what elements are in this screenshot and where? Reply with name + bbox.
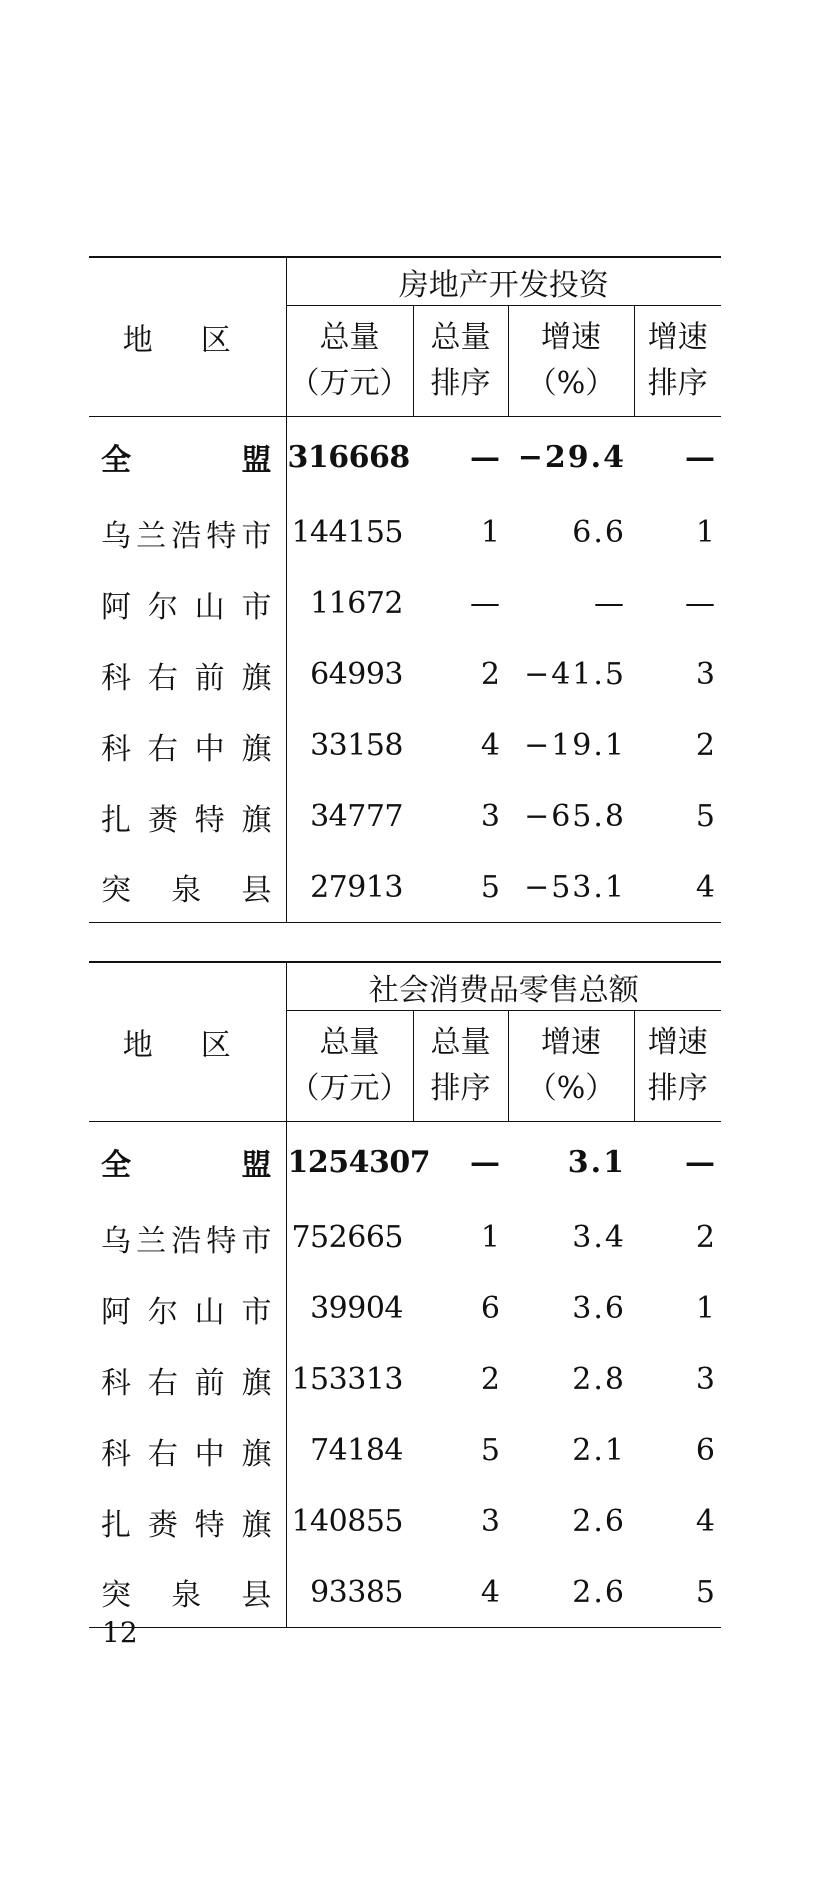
total-rank-cell: 5 [413,852,508,923]
total-cell: 316668 [286,417,413,498]
total-cell: 39904 [286,1273,413,1344]
total-cell: 33158 [286,710,413,781]
region-cell: 科右中旗 [101,731,272,767]
growth-rank-cell: 5 [695,799,715,834]
table-row [89,781,721,852]
total-rank-cell: 5 [480,1433,500,1468]
total-rank-column-header: 总量 排序 [413,306,508,417]
total-rank-cell: 3 [480,799,500,834]
table-row [89,710,721,781]
region-cell: 全盟 [101,1148,272,1183]
region-cell: 阿尔山市 [101,1294,272,1330]
growth-column-header: 增速 （%） [508,306,634,417]
retail-sales-table [89,961,721,1628]
table-title: 社会消费品零售总额 [286,962,721,1011]
region-cell: 科右中旗 [101,1436,272,1472]
region-column-header: 地区 [89,257,286,417]
growth-cell: −41.5 [524,657,626,692]
growth-cell: 3.1 [567,1144,626,1180]
region-cell: 科右前旗 [101,660,272,696]
growth-cell: 2.6 [572,1504,626,1539]
total-rank-cell: — [470,1144,500,1180]
growth-rank-cell: 1 [695,515,715,550]
table-row [89,852,721,923]
growth-cell: 2.1 [572,1433,626,1468]
total-rank-cell: 4 [413,1557,508,1628]
table-row [89,497,721,568]
table-row [89,1273,721,1344]
table-row [89,1202,721,1273]
total-rank-cell: 2 [480,1362,500,1397]
total-cell: 11672 [286,568,413,639]
region-column-header: 地区 [89,962,286,1122]
total-cell: 74184 [286,1415,413,1486]
region-cell: 科右前旗 [101,1365,272,1401]
growth-rank-cell: 6 [695,1433,715,1468]
growth-rank-cell: — [685,1144,715,1180]
table-row [89,568,721,639]
total-cell: 153313 [286,1344,413,1415]
growth-rank-cell: 2 [695,1220,715,1255]
growth-cell: −53.1 [508,852,634,923]
growth-cell: −65.8 [524,799,626,834]
growth-cell: 2.8 [572,1362,626,1397]
growth-cell: 3.6 [572,1291,626,1326]
table-row [89,1557,721,1628]
total-cell: 144155 [286,497,413,568]
region-cell: 全盟 [101,443,272,478]
real-estate-investment-table [89,256,721,923]
total-cell: 34777 [286,781,413,852]
growth-cell: — [594,586,626,621]
region-cell: 乌兰浩特市 [101,1223,272,1259]
growth-rank-cell: 4 [634,852,721,923]
table-row [89,417,721,498]
page-number: 12 [102,1616,138,1649]
total-cell: 140855 [286,1486,413,1557]
growth-rank-cell: 4 [695,1504,715,1539]
growth-cell: 2.6 [508,1557,634,1628]
total-rank-cell: 6 [480,1291,500,1326]
total-rank-cell: 2 [480,657,500,692]
growth-rank-cell: 5 [634,1557,721,1628]
total-column-header: 总量 （万元） [286,1011,413,1122]
table-row [89,1486,721,1557]
growth-rank-cell: 2 [695,728,715,763]
growth-cell: 6.6 [572,515,626,550]
growth-cell: −29.4 [517,439,626,475]
table-row [89,639,721,710]
total-rank-cell: — [470,439,500,475]
growth-rank-column-header: 增速 排序 [634,306,721,417]
total-rank-cell: 4 [480,728,500,763]
growth-rank-cell: 3 [695,657,715,692]
growth-rank-column-header: 增速 排序 [634,1011,721,1122]
growth-rank-cell: 1 [695,1291,715,1326]
growth-rank-cell: 3 [695,1362,715,1397]
total-cell: 64993 [286,639,413,710]
growth-rank-cell: — [685,586,715,621]
growth-column-header: 增速 （%） [508,1011,634,1122]
total-cell: 27913 [286,852,413,923]
region-cell: 扎赉特旗 [101,1507,272,1543]
total-cell: 752665 [286,1202,413,1273]
total-rank-cell: 1 [480,1220,500,1255]
region-cell: 突泉县 [89,1557,286,1628]
region-cell: 突泉县 [89,852,286,923]
total-column-header: 总量 （万元） [286,306,413,417]
total-rank-column-header: 总量 排序 [413,1011,508,1122]
total-cell: 93385 [286,1557,413,1628]
region-cell: 阿尔山市 [101,589,272,625]
table-title: 房地产开发投资 [286,257,721,306]
total-rank-cell: — [470,586,500,621]
growth-rank-cell: — [685,439,715,475]
total-cell: 1254307 [286,1122,413,1203]
region-cell: 扎赉特旗 [101,802,272,838]
growth-cell: 3.4 [572,1220,626,1255]
table-row [89,1415,721,1486]
table-row [89,1122,721,1203]
table-row [89,1344,721,1415]
growth-cell: −19.1 [524,728,626,763]
total-rank-cell: 3 [480,1504,500,1539]
region-cell: 乌兰浩特市 [101,518,272,554]
total-rank-cell: 1 [480,515,500,550]
